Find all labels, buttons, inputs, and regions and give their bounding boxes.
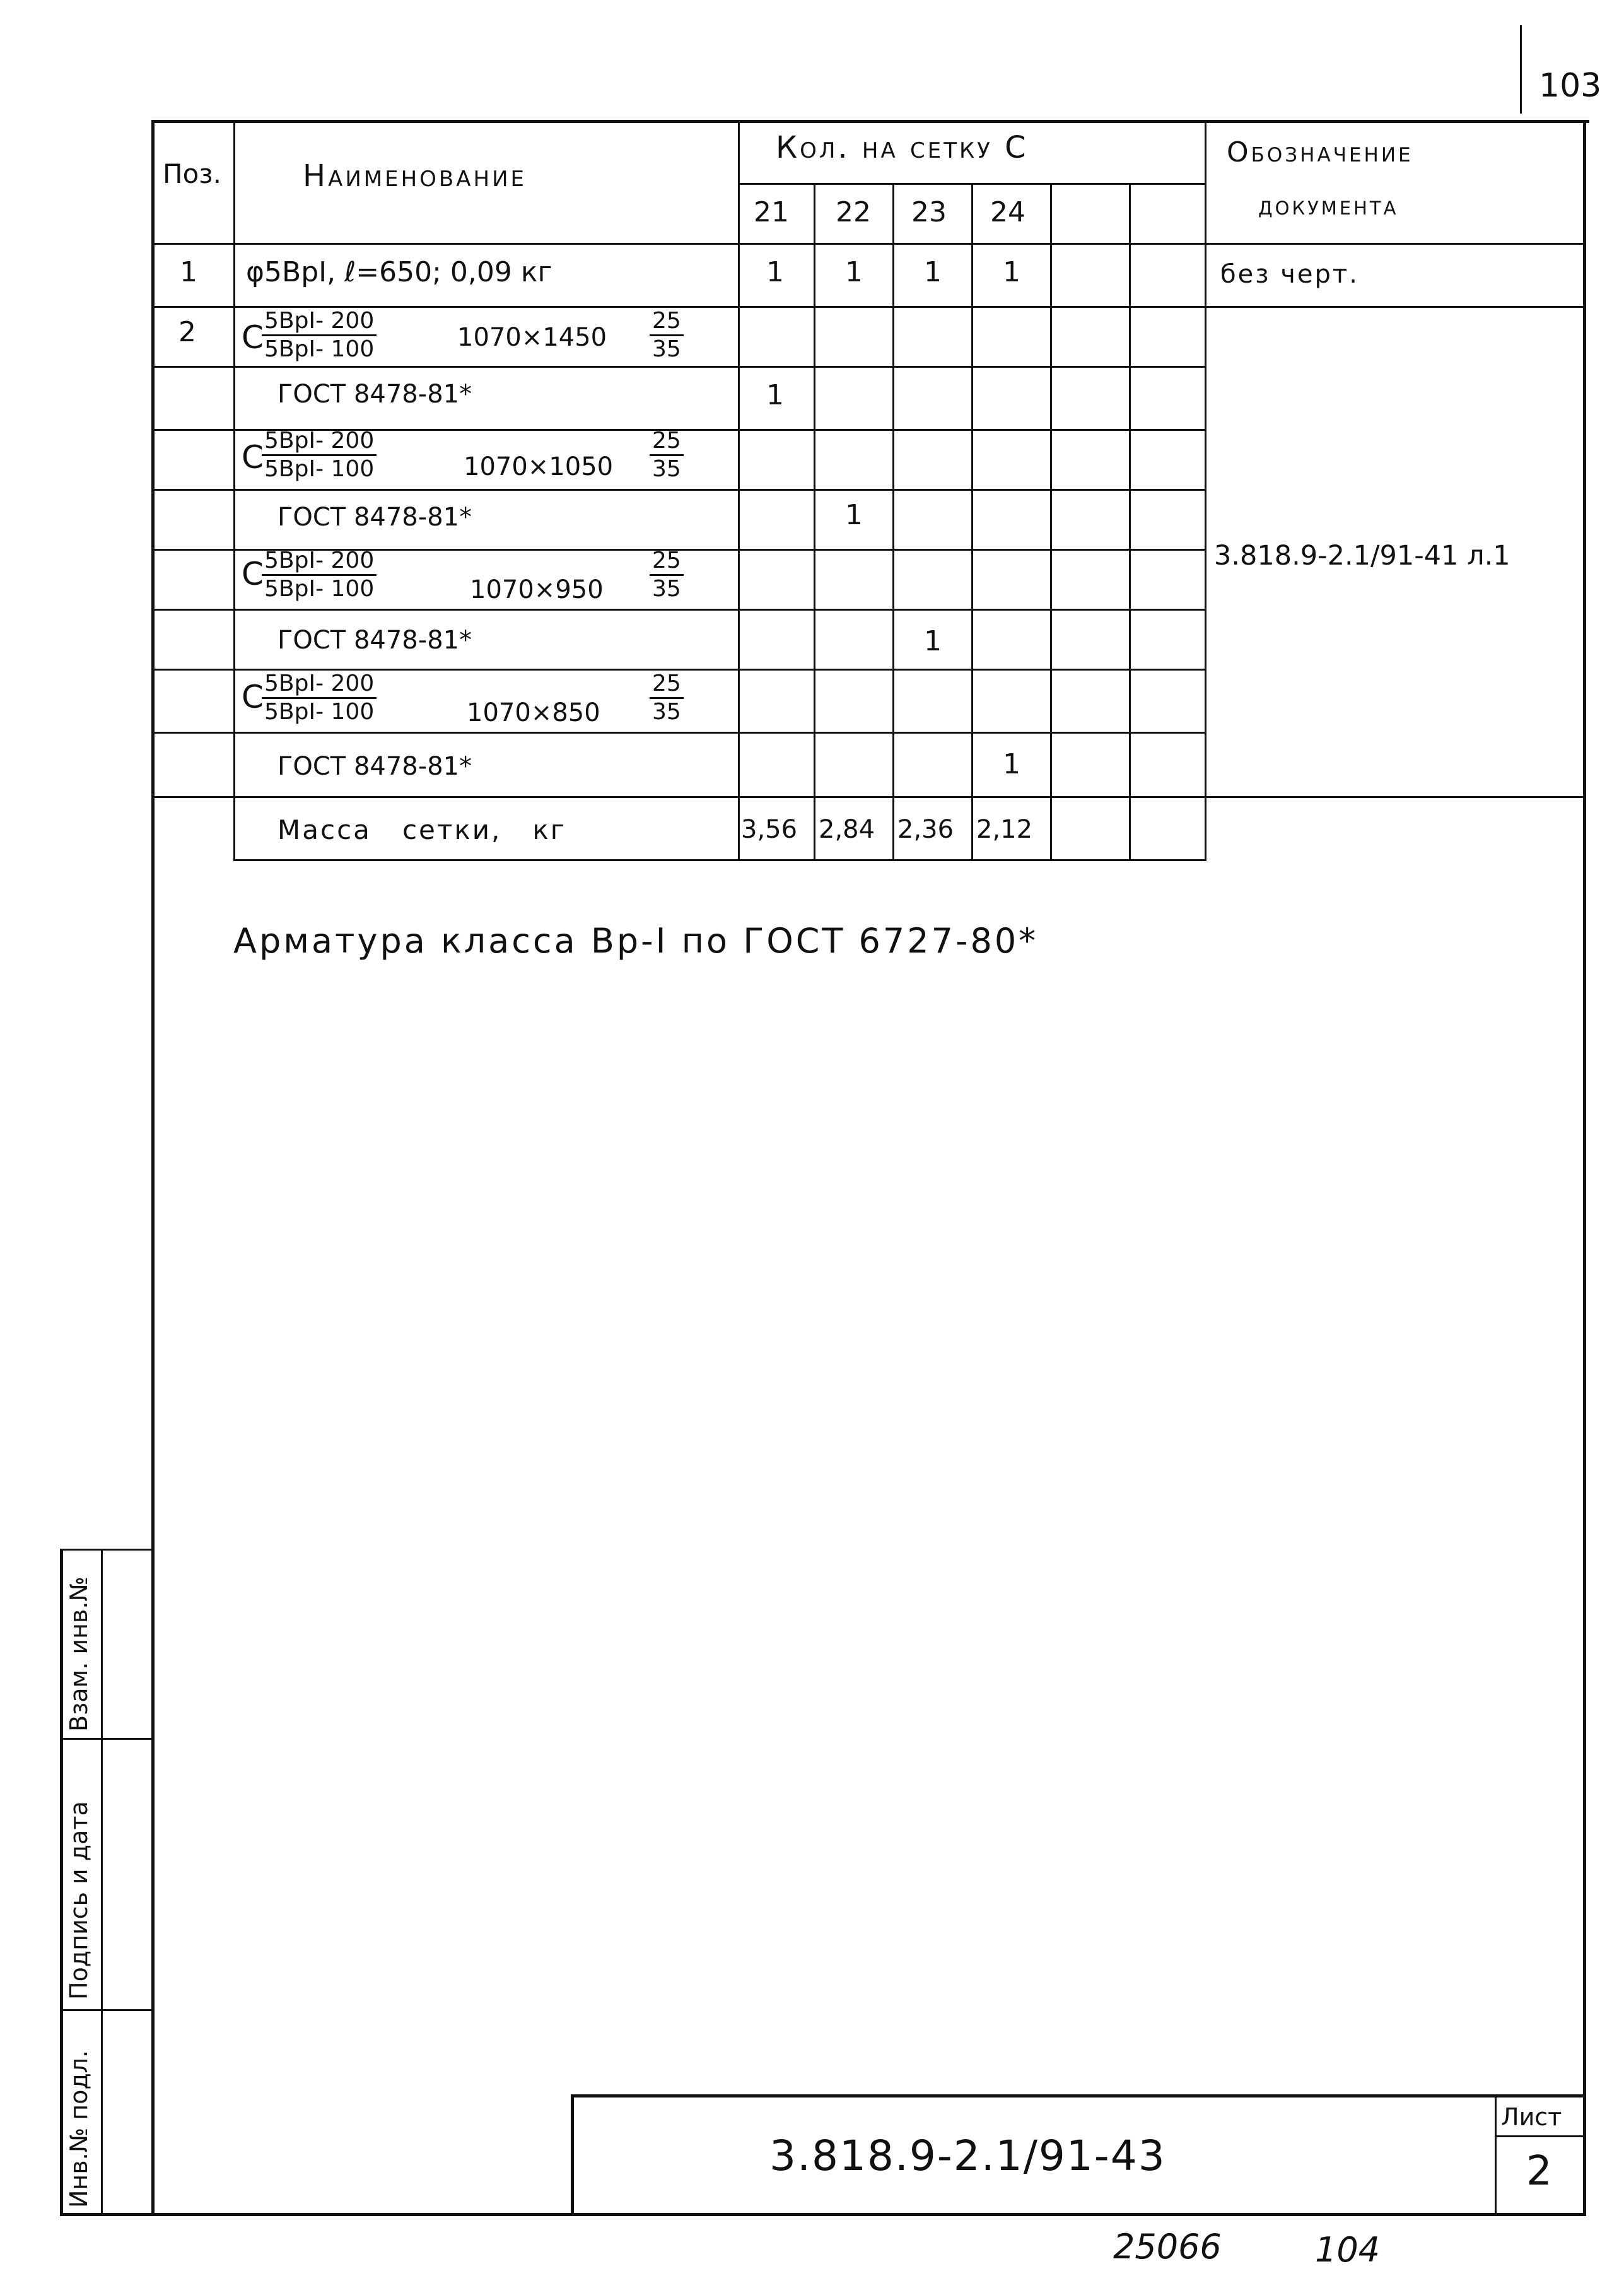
mesh3-cover-fraction: $\frac{25}{35}$ bbox=[650, 549, 684, 601]
row1-qty-23: 1 bbox=[924, 256, 942, 288]
mesh3-rebar-fraction: 5ВрI- 200 5ВрI- 100 bbox=[262, 549, 377, 601]
mesh1-rebar-fraction: 5ВрI- 200 5ВрI- 100 bbox=[262, 309, 377, 361]
mesh2-rebar-fraction: 5ВрI- 200 5ВрI- 100 bbox=[262, 429, 377, 481]
bottom-number-right: 104 bbox=[1315, 2230, 1381, 2270]
stamp-vzam-inv: Взам. инв.№ bbox=[65, 1576, 93, 1732]
header-doc-line2: документа bbox=[1258, 190, 1399, 221]
row1-pos: 1 bbox=[180, 256, 197, 288]
mesh4-rebar-fraction: 5ВрI- 200 5ВрI- 100 bbox=[262, 672, 377, 724]
mass-24: 2,12 bbox=[976, 815, 1033, 844]
row2-pos: 2 bbox=[178, 316, 196, 348]
sheet-label: Лист bbox=[1501, 2103, 1562, 2131]
header-name: Наименование bbox=[303, 158, 527, 194]
mass-21: 3,56 bbox=[741, 815, 798, 844]
row1-doc: без черт. bbox=[1220, 260, 1359, 289]
mesh2-size: 1070×1050 bbox=[464, 452, 614, 481]
frame-bottom bbox=[60, 2213, 1586, 2216]
mesh4-cover-fraction: $\frac{25}{35}$ bbox=[650, 672, 684, 724]
mesh1-prefix: С bbox=[242, 319, 264, 356]
mass-23: 2,36 bbox=[897, 815, 954, 844]
header-pos: Поз. bbox=[163, 158, 221, 189]
header-qty: Кол. на сетку С bbox=[776, 130, 1029, 165]
mesh4-size: 1070×850 bbox=[467, 698, 600, 727]
mesh1-size: 1070×1450 bbox=[457, 323, 607, 352]
row1-qty-21: 1 bbox=[766, 256, 784, 288]
frame-left bbox=[151, 120, 155, 2215]
header-col-22: 22 bbox=[836, 196, 871, 228]
mesh-doc-reference: 3.818.9-2.1/91-41 л.1 bbox=[1214, 540, 1510, 572]
mesh3-prefix: С bbox=[242, 556, 264, 592]
mesh4-qty-24: 1 bbox=[1003, 748, 1020, 780]
header-col-21: 21 bbox=[754, 196, 789, 228]
mesh3-size: 1070×950 bbox=[470, 575, 604, 604]
page-number: 103 bbox=[1539, 67, 1602, 105]
stamp-podpis-data: Подпись и дата bbox=[65, 1801, 93, 2000]
mesh2-cover-fraction: $\frac{25}{35}$ bbox=[650, 429, 684, 481]
reinforcement-note: Арматура класса Вр-I по ГОСТ 6727-80* bbox=[233, 921, 1039, 961]
page-number-divider bbox=[1520, 25, 1522, 114]
header-doc-line1: Обозначение bbox=[1227, 136, 1413, 168]
mesh3-gost: ГОСТ 8478-81* bbox=[277, 626, 472, 655]
mesh3-qty-23: 1 bbox=[924, 625, 942, 657]
frame-top bbox=[151, 120, 1589, 123]
mesh1-qty-21: 1 bbox=[766, 379, 784, 411]
mesh2-prefix: С bbox=[242, 439, 264, 476]
header-col-23: 23 bbox=[911, 196, 947, 228]
row1-qty-22: 1 bbox=[845, 256, 863, 288]
row1-name: φ5ВрI, ℓ=650; 0,09 кг bbox=[246, 256, 552, 288]
sheet-number: 2 bbox=[1526, 2148, 1552, 2195]
frame-right bbox=[1583, 120, 1586, 2215]
stamp-inv-podl: Инв.№ подл. bbox=[65, 2050, 93, 2208]
mesh4-gost: ГОСТ 8478-81* bbox=[277, 752, 472, 781]
header-col-24: 24 bbox=[990, 196, 1025, 228]
bottom-number-left: 25066 bbox=[1113, 2227, 1222, 2267]
document-designation: 3.818.9-2.1/91-43 bbox=[769, 2132, 1166, 2180]
mesh2-gost: ГОСТ 8478-81* bbox=[277, 503, 472, 532]
mesh2-qty-22: 1 bbox=[845, 499, 863, 531]
mesh1-gost: ГОСТ 8478-81* bbox=[277, 380, 472, 409]
mesh4-prefix: С bbox=[242, 679, 264, 715]
row1-qty-24: 1 bbox=[1003, 256, 1020, 288]
mass-label: Масса сетки, кг bbox=[277, 814, 566, 845]
mesh1-cover-fraction: $\frac{25}{35}$ bbox=[650, 309, 684, 361]
mass-22: 2,84 bbox=[819, 815, 875, 844]
